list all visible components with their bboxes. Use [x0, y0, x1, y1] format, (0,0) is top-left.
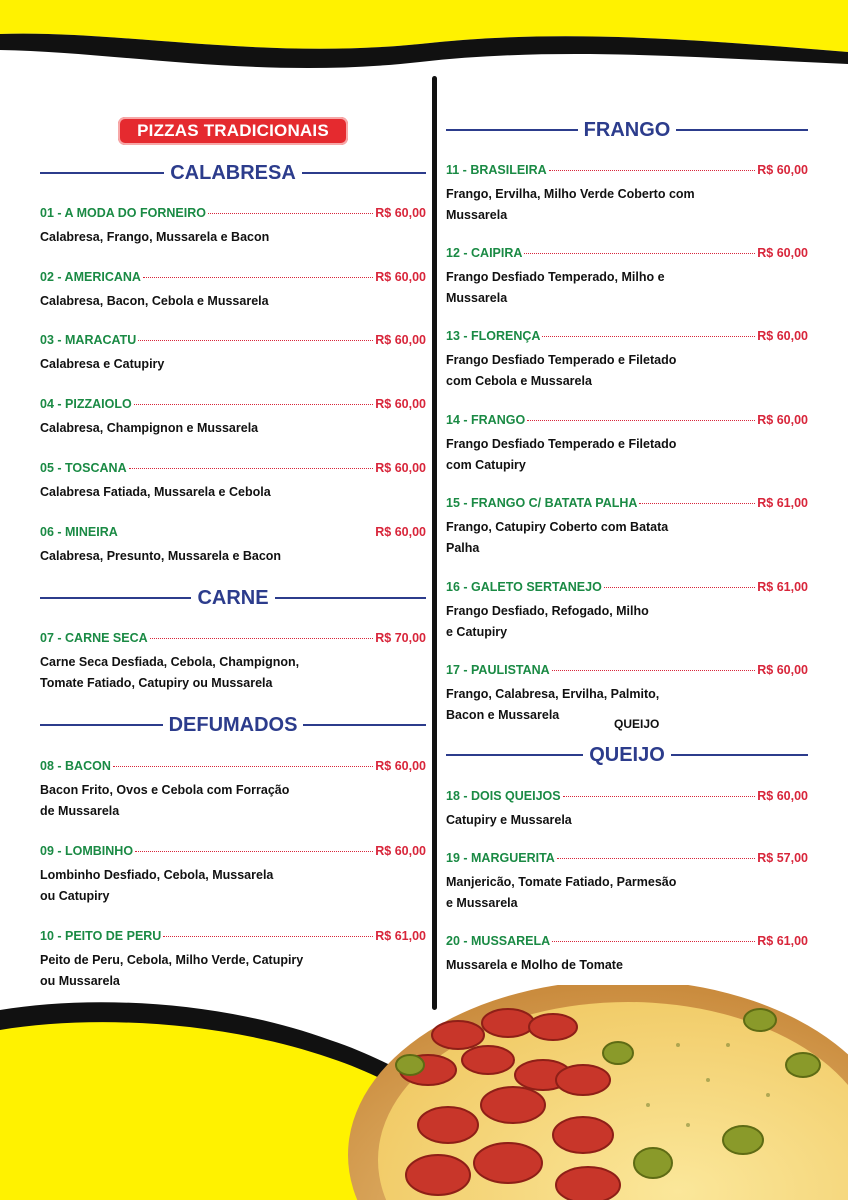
- item-name: 18 - DOIS QUEIJOS: [446, 789, 561, 803]
- category-badge: PIZZAS TRADICIONAIS: [118, 117, 348, 145]
- item-price: R$ 70,00: [375, 631, 426, 645]
- item-name: 05 - TOSCANA: [40, 461, 127, 475]
- item-description: Calabresa, Frango, Mussarela e Bacon: [40, 230, 270, 244]
- menu-item-02: [40, 270, 426, 312]
- menu-item-18: [446, 789, 808, 831]
- item-price: R$ 61,00: [375, 929, 426, 943]
- item-description: Calabresa Fatiada, Mussarela e Cebola: [40, 485, 271, 499]
- item-name: 16 - GALETO SERTANEJO: [446, 580, 602, 594]
- menu-item-16: [446, 580, 808, 643]
- item-price: R$ 60,00: [757, 789, 808, 803]
- pizza-photo-icon: [348, 985, 848, 1200]
- section-heading-defumados: DEFUMADOS: [40, 713, 426, 737]
- item-price: R$ 60,00: [375, 461, 426, 475]
- item-name: 10 - PEITO DE PERU: [40, 929, 162, 943]
- item-description: Carne Seca Desfiada, Cebola, Champignon, Tomate Fatiado, Catupiry ou Mussarela: [40, 655, 300, 690]
- menu-item-14: [446, 413, 808, 476]
- item-price: R$ 60,00: [757, 329, 808, 343]
- menu-item-10: [40, 929, 426, 992]
- item-price: R$ 60,00: [375, 397, 426, 411]
- item-description: Lombinho Desfiado, Cebola, Mussarela ou Catupiry: [40, 868, 274, 903]
- item-description: Frango Desfiado Temperado, Milho e Mussarela: [446, 270, 665, 305]
- item-price: R$ 60,00: [375, 759, 426, 773]
- item-name: 17 - PAULISTANA: [446, 663, 550, 677]
- item-price: R$ 61,00: [757, 496, 808, 510]
- item-description: Manjericão, Tomate Fatiado, Parmesão e Mussarela: [446, 875, 677, 910]
- item-price: R$ 60,00: [757, 163, 808, 177]
- menu-item-13: [446, 329, 808, 392]
- item-name: 09 - LOMBINHO: [40, 844, 134, 858]
- item-price: R$ 60,00: [375, 333, 426, 347]
- item-name: 04 - PIZZAIOLO: [40, 397, 132, 411]
- menu-item-09: [40, 844, 426, 907]
- item-description: Catupiry e Mussarela: [446, 813, 572, 827]
- item-name: 07 - CARNE SECA: [40, 631, 148, 645]
- item-price: R$ 61,00: [757, 580, 808, 594]
- item-description: Calabresa, Presunto, Mussarela e Bacon: [40, 549, 282, 563]
- menu-item-03: [40, 333, 426, 375]
- section-heading-frango: FRANGO: [446, 118, 808, 142]
- menu-item-08: [40, 759, 426, 822]
- item-description: Calabresa, Champignon e Mussarela: [40, 421, 259, 435]
- item-description: Calabresa, Bacon, Cebola e Mussarela: [40, 294, 269, 308]
- menu-item-04: [40, 397, 426, 439]
- section-heading-calabresa: CALABRESA: [40, 161, 426, 185]
- item-description: Frango Desfiado, Refogado, Milho e Catupiry: [446, 604, 649, 639]
- item-description: Mussarela e Molho de Tomate: [446, 958, 623, 972]
- menu-item-06: [40, 525, 426, 567]
- item-name: 19 - MARGUERITA: [446, 851, 555, 865]
- item-price: R$ 60,00: [757, 663, 808, 677]
- item-price: R$ 60,00: [375, 206, 426, 220]
- item-name: 11 - BRASILEIRA: [446, 163, 547, 177]
- item-name: 08 - BACON: [40, 759, 111, 773]
- column-divider: [432, 76, 437, 1010]
- item-name: 20 - MUSSARELA: [446, 934, 551, 948]
- item-description: Frango Desfiado Temperado e Filetado com Cebola e Mussarela: [446, 353, 677, 388]
- item-description: Calabresa e Catupiry: [40, 357, 165, 371]
- section-heading-carne: CARNE: [40, 586, 426, 610]
- item-description: Frango, Calabresa, Ervilha, Palmito, Bacon e Mussarela: [446, 687, 660, 722]
- item-name: 01 - A MODA DO FORNEIRO: [40, 206, 206, 220]
- item-description: Frango Desfiado Temperado e Filetado com Catupiry: [446, 437, 677, 472]
- item-price: R$ 60,00: [375, 525, 426, 539]
- menu-item-12: [446, 246, 808, 309]
- item-description: Bacon Frito, Ovos e Cebola com Forração de Mussarela: [40, 783, 290, 818]
- item-description: Frango, Ervilha, Milho Verde Coberto com Mussarela: [446, 187, 695, 222]
- item-name: 03 - MARACATU: [40, 333, 137, 347]
- menu-item-05: [40, 461, 426, 503]
- item-name: 15 - FRANGO C/ BATATA PALHA: [446, 496, 638, 510]
- section-heading-queijo: QUEIJO: [446, 743, 808, 767]
- stray-label: QUEIJO: [614, 717, 660, 731]
- menu-item-15: [446, 496, 808, 559]
- item-name: 14 - FRANGO: [446, 413, 526, 427]
- item-name: 02 - AMERICANA: [40, 270, 141, 284]
- item-name: 13 - FLORENÇA: [446, 329, 541, 343]
- menu-item-19: [446, 851, 808, 914]
- menu-item-11: [446, 163, 808, 226]
- item-price: R$ 61,00: [757, 934, 808, 948]
- item-price: R$ 60,00: [375, 844, 426, 858]
- item-description: Peito de Peru, Cebola, Milho Verde, Catupiry ou Mussarela: [40, 953, 304, 988]
- menu-item-20: [446, 934, 808, 976]
- item-name: 12 - CAIPIRA: [446, 246, 523, 260]
- item-price: R$ 60,00: [757, 246, 808, 260]
- item-price: R$ 57,00: [757, 851, 808, 865]
- item-name: 06 - MINEIRA: [40, 525, 118, 539]
- item-price: R$ 60,00: [757, 413, 808, 427]
- menu-item-07: [40, 631, 426, 694]
- menu-item-01: [40, 206, 426, 248]
- item-price: R$ 60,00: [375, 270, 426, 284]
- item-description: Frango, Catupiry Coberto com Batata Palha: [446, 520, 669, 555]
